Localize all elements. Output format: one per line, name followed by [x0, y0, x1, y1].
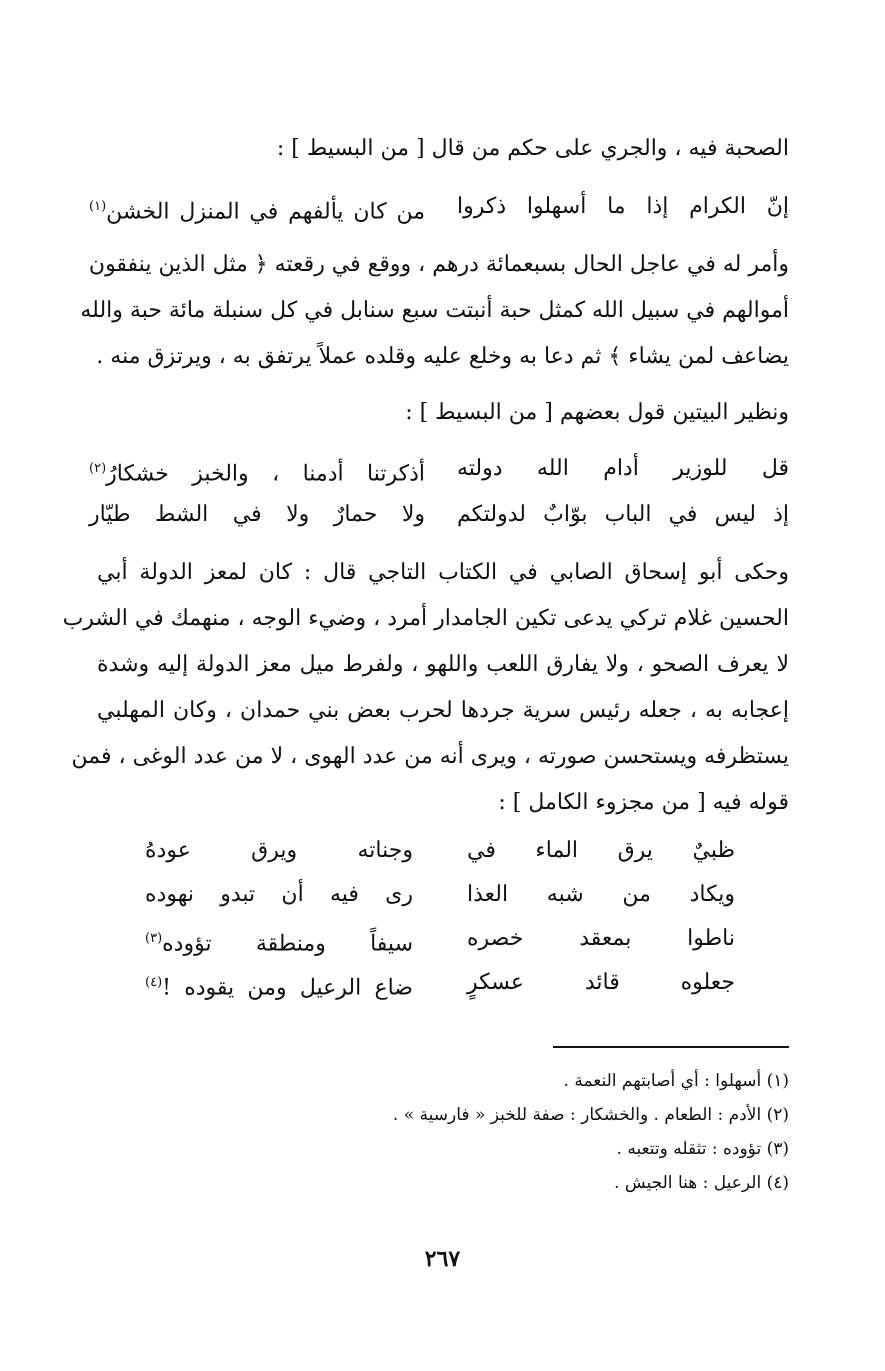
footnote-marker: (٢) — [89, 461, 107, 476]
footnote-marker: (١) — [89, 199, 107, 214]
footnote: (٤) الرعيل : هنا الجيش . — [614, 1173, 789, 1193]
page-number: ٢٦٧ — [424, 1246, 461, 1272]
body-line: قوله فيه [ من مجزوء الكامل ] : — [498, 790, 789, 815]
poem-hemistich-second: رى فيه أن تبدو نهوده — [145, 882, 413, 907]
body-line: وأمر له في عاجل الحال بسبعمائة درهم ، ووقع في رقعته ﴿ مثل الذين ينفقون — [88, 252, 789, 277]
body-line: يستظرفه ويستحسن صورته ، ويرى أنه من عدد الهوى ، لا من عدد الوغى ، فمن — [71, 744, 789, 769]
poem-hemistich-second — [145, 966, 413, 1005]
verse-hemistich-second — [89, 190, 425, 229]
footnote: (٢) الأدم : الطعام . والخشكار : صفة للخبز « فارسية » . — [392, 1105, 789, 1125]
poem-hemistich-first: ويكاد من شبه العذا — [467, 882, 735, 907]
footnote: (٣) تؤوده : تثقله وتتعبه . — [616, 1139, 789, 1159]
body-line: أموالهم في سبيل الله كمثل حبة أنبتت سبع سنابل في كل سنبلة مائة حبة والله — [80, 298, 789, 323]
body-line: الصحبة فيه ، والجري على حكم من قال [ من البسيط ] : — [276, 136, 789, 161]
verse-hemistich-text: من كان يألفهم في المنزل الخشن — [106, 199, 425, 225]
poem-hemistich-text: سيفاً ومنطقة تؤوده — [162, 931, 413, 957]
poem-hemistich-first: ناطوا بمعقد خصره — [467, 926, 735, 951]
body-line: إعجابه به ، جعله رئيس سرية جردها لحرب بعض بني حمدان ، وكان المهلبي — [97, 698, 789, 723]
poem-hemistich-first: جعلوه قائد عسكرٍ — [467, 970, 735, 995]
verse-hemistich-first: قل للوزير أدام الله دولته — [457, 456, 789, 481]
body-line: يضاعف لمن يشاء ﴾ ثم دعا به وخلع عليه وقلده عملاً يرتفق به ، ويرتزق منه . — [96, 344, 789, 369]
body-line: لا يعرف الصحو ، ولا يفارق اللعب واللهو ، ولفرط ميل معز الدولة إليه وشدة — [97, 652, 789, 677]
verse-hemistich-second — [89, 452, 425, 491]
footnote: (١) أسهلوا : أي أصابتهم النعمة . — [563, 1071, 789, 1091]
footnote-marker: (٤) — [145, 975, 163, 990]
verse-hemistich-first: إنّ الكرام إذا ما أسهلوا ذكروا — [457, 194, 789, 219]
verse-hemistich-first: إذ ليس في الباب بوّابٌ لدولتكم — [457, 502, 789, 527]
poem-hemistich-second: وجناته ويرق عودهُ — [145, 838, 413, 863]
verse-hemistich-second: ولا حمارٌ ولا في الشط طيّار — [89, 502, 425, 527]
poem-hemistich-first: ظبيٌ يرق الماء في — [467, 838, 735, 863]
body-line: الحسين غلام تركي يدعى تكين الجامدار أمرد ، وضيء الوجه ، منهمك في الشرب — [62, 606, 789, 631]
body-line: ونظير البيتين قول بعضهم [ من البسيط ] : — [405, 400, 789, 425]
body-line: وحكى أبو إسحاق الصابي في الكتاب التاجي قال : كان لمعز الدولة أبي — [97, 560, 789, 585]
poem-hemistich-second — [145, 922, 413, 961]
footnote-marker: (٣) — [145, 931, 163, 946]
poem-hemistich-text: ضاع الرعيل ومن يقوده ! — [162, 975, 413, 1001]
footnote-separator — [553, 1046, 789, 1048]
verse-hemistich-text: أذكرتنا أدمنا ، والخبز خشكارُ — [106, 461, 425, 487]
